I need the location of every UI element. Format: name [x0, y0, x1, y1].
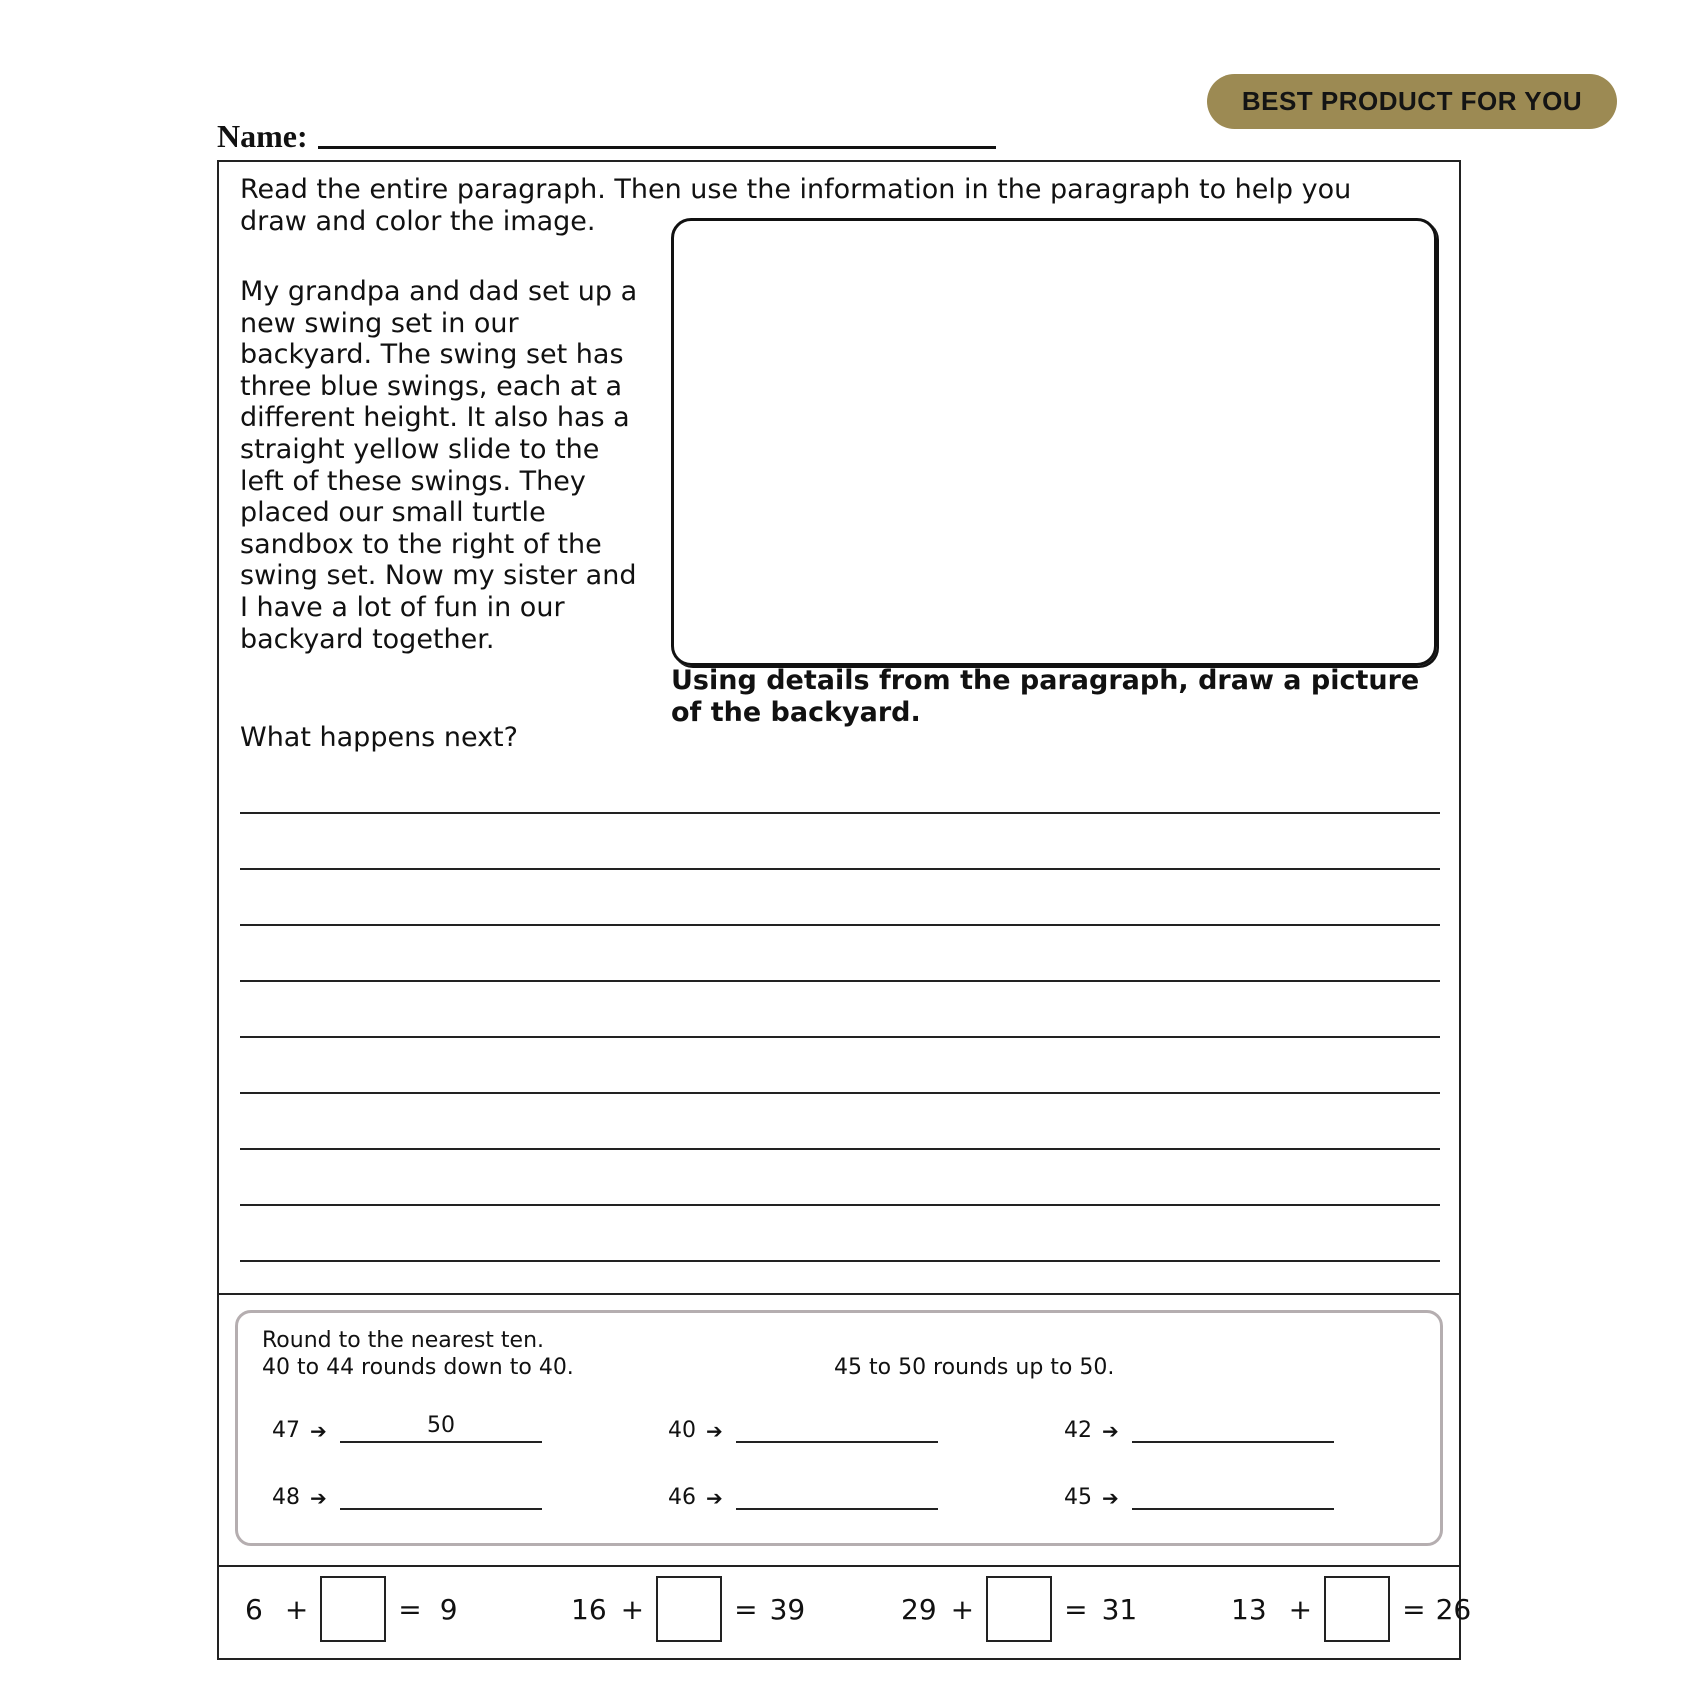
addend: 6	[245, 1592, 263, 1626]
rounding-rule-down: 40 to 44 rounds down to 40.	[262, 1355, 574, 1380]
rounding-rule-up: 45 to 50 rounds up to 50.	[834, 1355, 1115, 1380]
arrow-right-icon: ➔	[1102, 1419, 1119, 1443]
rounding-answer[interactable]	[1132, 1480, 1334, 1510]
equals-sign: =	[1064, 1592, 1088, 1626]
rounding-number: 45	[1064, 1485, 1092, 1510]
writing-line[interactable]	[240, 924, 1440, 926]
sum: 26	[1435, 1592, 1472, 1626]
addend: 13	[1231, 1592, 1267, 1626]
rounding-number: 42	[1064, 1418, 1092, 1443]
arrow-right-icon: ➔	[1102, 1486, 1119, 1510]
equals-sign: =	[1402, 1592, 1426, 1626]
answer-box[interactable]	[1324, 1576, 1390, 1642]
rounding-item	[272, 1413, 542, 1443]
rounding-item	[272, 1480, 542, 1510]
writing-line[interactable]	[240, 868, 1440, 870]
rounding-answer[interactable]	[736, 1413, 938, 1443]
addition-problem	[901, 1573, 1137, 1645]
writing-line[interactable]	[240, 1092, 1440, 1094]
section-divider	[219, 1565, 1459, 1567]
rounding-item	[668, 1413, 938, 1443]
writing-line[interactable]	[240, 1260, 1440, 1262]
brand-badge: BEST PRODUCT FOR YOU	[1207, 74, 1617, 129]
addition-problem	[245, 1573, 458, 1645]
name-label: Name:	[217, 118, 308, 154]
sum: 9	[439, 1592, 458, 1626]
writing-line[interactable]	[240, 812, 1440, 814]
answer-box[interactable]	[656, 1576, 722, 1642]
rounding-item	[1064, 1480, 1334, 1510]
rounding-number: 40	[668, 1418, 696, 1443]
plus-sign: +	[620, 1592, 645, 1626]
instructions: Read the entire paragraph. Then use the information in the paragraph to help you draw and color the image.	[240, 174, 1352, 237]
rounding-item	[668, 1480, 938, 1510]
arrow-right-icon: ➔	[310, 1486, 327, 1510]
answer-box[interactable]	[986, 1576, 1052, 1642]
addend: 16	[571, 1592, 607, 1626]
rounding-number: 46	[668, 1485, 696, 1510]
addend: 29	[901, 1592, 937, 1626]
rounding-answer[interactable]: 50	[340, 1413, 542, 1443]
equals-sign: =	[398, 1592, 422, 1626]
writing-line[interactable]	[240, 1036, 1440, 1038]
rounding-number: 47	[272, 1418, 300, 1443]
writing-line[interactable]	[240, 980, 1440, 982]
rounding-title: Round to the nearest ten.	[262, 1328, 545, 1353]
arrow-right-icon: ➔	[706, 1486, 723, 1510]
addition-problem	[571, 1573, 805, 1645]
rounding-number: 48	[272, 1485, 300, 1510]
name-field-line[interactable]	[318, 146, 996, 149]
drawing-caption: Using details from the paragraph, draw a picture of the backyard.	[671, 665, 1420, 728]
writing-line[interactable]	[240, 1204, 1440, 1206]
rounding-answer[interactable]	[340, 1480, 542, 1510]
writing-line[interactable]	[240, 1148, 1440, 1150]
plus-sign: +	[950, 1592, 975, 1626]
rounding-panel	[235, 1310, 1443, 1546]
section-divider	[219, 1293, 1459, 1295]
rounding-answer[interactable]	[1132, 1413, 1334, 1443]
story-paragraph: My grandpa and dad set up a new swing set in our backyard. The swing set has three blue swings, each at a different height. It also has a straight yellow slide to the left of these swings. They placed our small turtle sandbox to the right of the swing set. Now my sister and I have a lot of fun in our backyard together.	[240, 276, 638, 655]
plus-sign: +	[1288, 1592, 1313, 1626]
question-label: What happens next?	[240, 722, 518, 753]
worksheet	[217, 160, 1472, 1660]
rounding-item	[1064, 1413, 1334, 1443]
arrow-right-icon: ➔	[706, 1419, 723, 1443]
addition-problem	[1231, 1573, 1471, 1645]
drawing-area[interactable]	[671, 218, 1437, 666]
answer-box[interactable]	[320, 1576, 386, 1642]
sum: 31	[1101, 1592, 1138, 1626]
arrow-right-icon: ➔	[310, 1419, 327, 1443]
sum: 39	[769, 1592, 806, 1626]
plus-sign: +	[284, 1592, 309, 1626]
rounding-answer[interactable]	[736, 1480, 938, 1510]
equals-sign: =	[734, 1592, 758, 1626]
